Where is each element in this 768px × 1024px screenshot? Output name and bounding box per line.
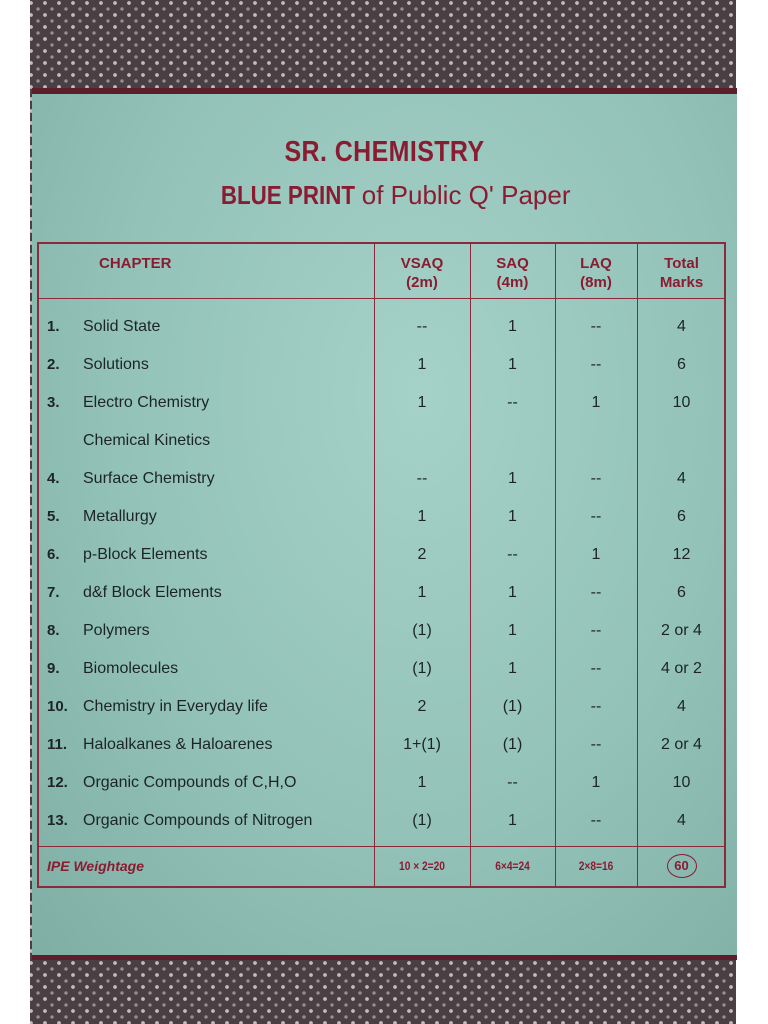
header-chapter: CHAPTER [99,255,172,272]
chapter-name: Electro Chemistry [83,394,210,411]
table-row [39,612,724,650]
saq-cell: 1 [508,356,517,373]
laq-cell: -- [590,698,602,715]
table-row [39,460,724,498]
header-total-marks: Marks [659,274,704,291]
row-number: 7. [47,584,60,601]
header-total [637,254,726,292]
table-row [39,384,724,422]
chapter-name: Chemical Kinetics [83,432,211,449]
total-cell: 4 [677,318,686,335]
weightage-saq: 6×4=24 [495,859,530,873]
header-vsaq-label: VSAQ [400,255,444,272]
table-row [39,308,724,346]
laq-cell: 1 [591,774,601,791]
chapter-name: Solid State [83,318,161,335]
chapter-name: Metallurgy [83,508,157,525]
document-page [32,88,737,960]
chapter-name: Organic Compounds of C,H,O [83,774,297,791]
header-vsaq [374,254,470,292]
total-cell: 4 [677,698,686,715]
vsaq-cell: 2 [417,698,427,715]
total-cell: 6 [677,356,686,373]
chapter-name: Haloalkanes & Haloarenes [83,736,273,753]
vsaq-cell: -- [416,318,428,335]
row-number: 10. [47,698,68,715]
header-saq-label: SAQ [496,255,529,272]
blueprint-table [37,242,726,888]
total-cell: 12 [672,546,691,563]
header-total-label: Total [664,255,699,272]
chapter-name: Surface Chemistry [83,470,215,487]
vsaq-cell: 1 [417,394,427,411]
total-cell: 6 [677,508,686,525]
page-subtitle [32,180,737,211]
chapter-name: Chemistry in Everyday life [83,698,268,715]
row-number: 12. [47,774,68,791]
total-cell [637,422,726,460]
vsaq-cell: 1 [417,356,427,373]
vsaq-cell: 1+(1) [403,736,441,753]
saq-cell: 1 [508,622,517,639]
saq-cell: (1) [502,698,523,715]
total-marks-circle: 60 [667,854,697,878]
row-number: 13. [47,812,68,829]
vsaq-cell: -- [416,470,428,487]
total-cell: 2 or 4 [661,736,702,753]
total-cell: 4 or 2 [661,660,702,677]
right-margin [736,0,768,1024]
left-margin [0,0,30,1024]
laq-cell: -- [590,508,602,525]
chapter-name: Polymers [83,622,150,639]
chapter-name: d&f Block Elements [83,584,222,601]
total-cell: 10 [672,394,691,411]
laq-cell: 1 [591,394,601,411]
laq-cell: 1 [591,546,601,563]
total-cell: 4 [677,470,686,487]
vsaq-cell: 1 [417,508,427,525]
chapter-name: Solutions [83,356,149,373]
laq-cell: -- [590,736,602,753]
saq-cell: 1 [508,584,517,601]
table-row [39,726,724,764]
row-number: 9. [47,660,60,677]
header-divider [39,298,724,299]
saq-cell: 1 [508,508,517,525]
total-cell: 2 or 4 [661,622,702,639]
header-saq-marks: (4m) [496,274,529,291]
vsaq-cell: (1) [412,660,432,677]
saq-cell: 1 [508,318,517,335]
row-number: 3. [47,394,60,411]
table-row [39,422,724,460]
vsaq-cell: (1) [412,812,432,829]
chapter-name: Biomolecules [83,660,179,677]
saq-cell: (1) [502,736,523,753]
weightage-label: IPE Weightage [47,858,144,874]
subtitle-rest: of Public Q' Paper [354,180,571,210]
row-number: 8. [47,622,60,639]
header-laq-marks: (8m) [580,274,612,291]
laq-cell: -- [590,812,602,829]
laq-cell: -- [590,470,602,487]
saq-cell: -- [507,774,518,791]
subtitle-bold: BLUE PRINT [220,180,355,210]
table-row [39,536,724,574]
chapter-name: p-Block Elements [83,546,208,563]
laq-cell: -- [590,584,602,601]
saq-cell [470,422,555,460]
laq-cell: -- [590,356,602,373]
table-row [39,346,724,384]
header-laq-label: LAQ [580,255,612,272]
laq-cell: -- [590,318,602,335]
row-number: 1. [47,318,60,335]
footer-row [39,846,724,886]
weightage-laq: 2×8=16 [578,859,614,873]
total-cell: 4 [677,812,686,829]
row-number: 4. [47,470,60,487]
row-number: 5. [47,508,60,525]
saq-cell: 1 [508,812,517,829]
header-vsaq-marks: (2m) [406,274,438,291]
vsaq-cell: (1) [412,622,432,639]
table-row [39,650,724,688]
header-saq [470,254,555,292]
saq-cell: 1 [508,470,517,487]
chapter-name: Organic Compounds of Nitrogen [83,812,313,829]
row-number: 2. [47,356,60,373]
total-cell: 6 [677,584,686,601]
table-row [39,764,724,802]
header-laq [555,254,637,292]
saq-cell: 1 [508,660,517,677]
vsaq-cell: 2 [417,546,427,563]
total-cell: 10 [672,774,691,791]
page-title: SR. CHEMISTRY [284,136,485,168]
vsaq-cell [374,422,470,460]
table-row [39,688,724,726]
saq-cell: -- [507,546,518,563]
table-row [39,574,724,612]
laq-cell: -- [590,660,602,677]
row-number: 6. [47,546,60,563]
vsaq-cell: 1 [417,774,427,791]
weightage-total [637,846,726,886]
saq-cell: -- [507,394,518,411]
laq-cell: -- [590,622,602,639]
table-row [39,498,724,536]
vsaq-cell: 1 [417,584,427,601]
row-number: 11. [47,736,68,753]
laq-cell [555,422,637,460]
weightage-vsaq: 10 × 2=20 [399,859,445,873]
table-row [39,802,724,840]
